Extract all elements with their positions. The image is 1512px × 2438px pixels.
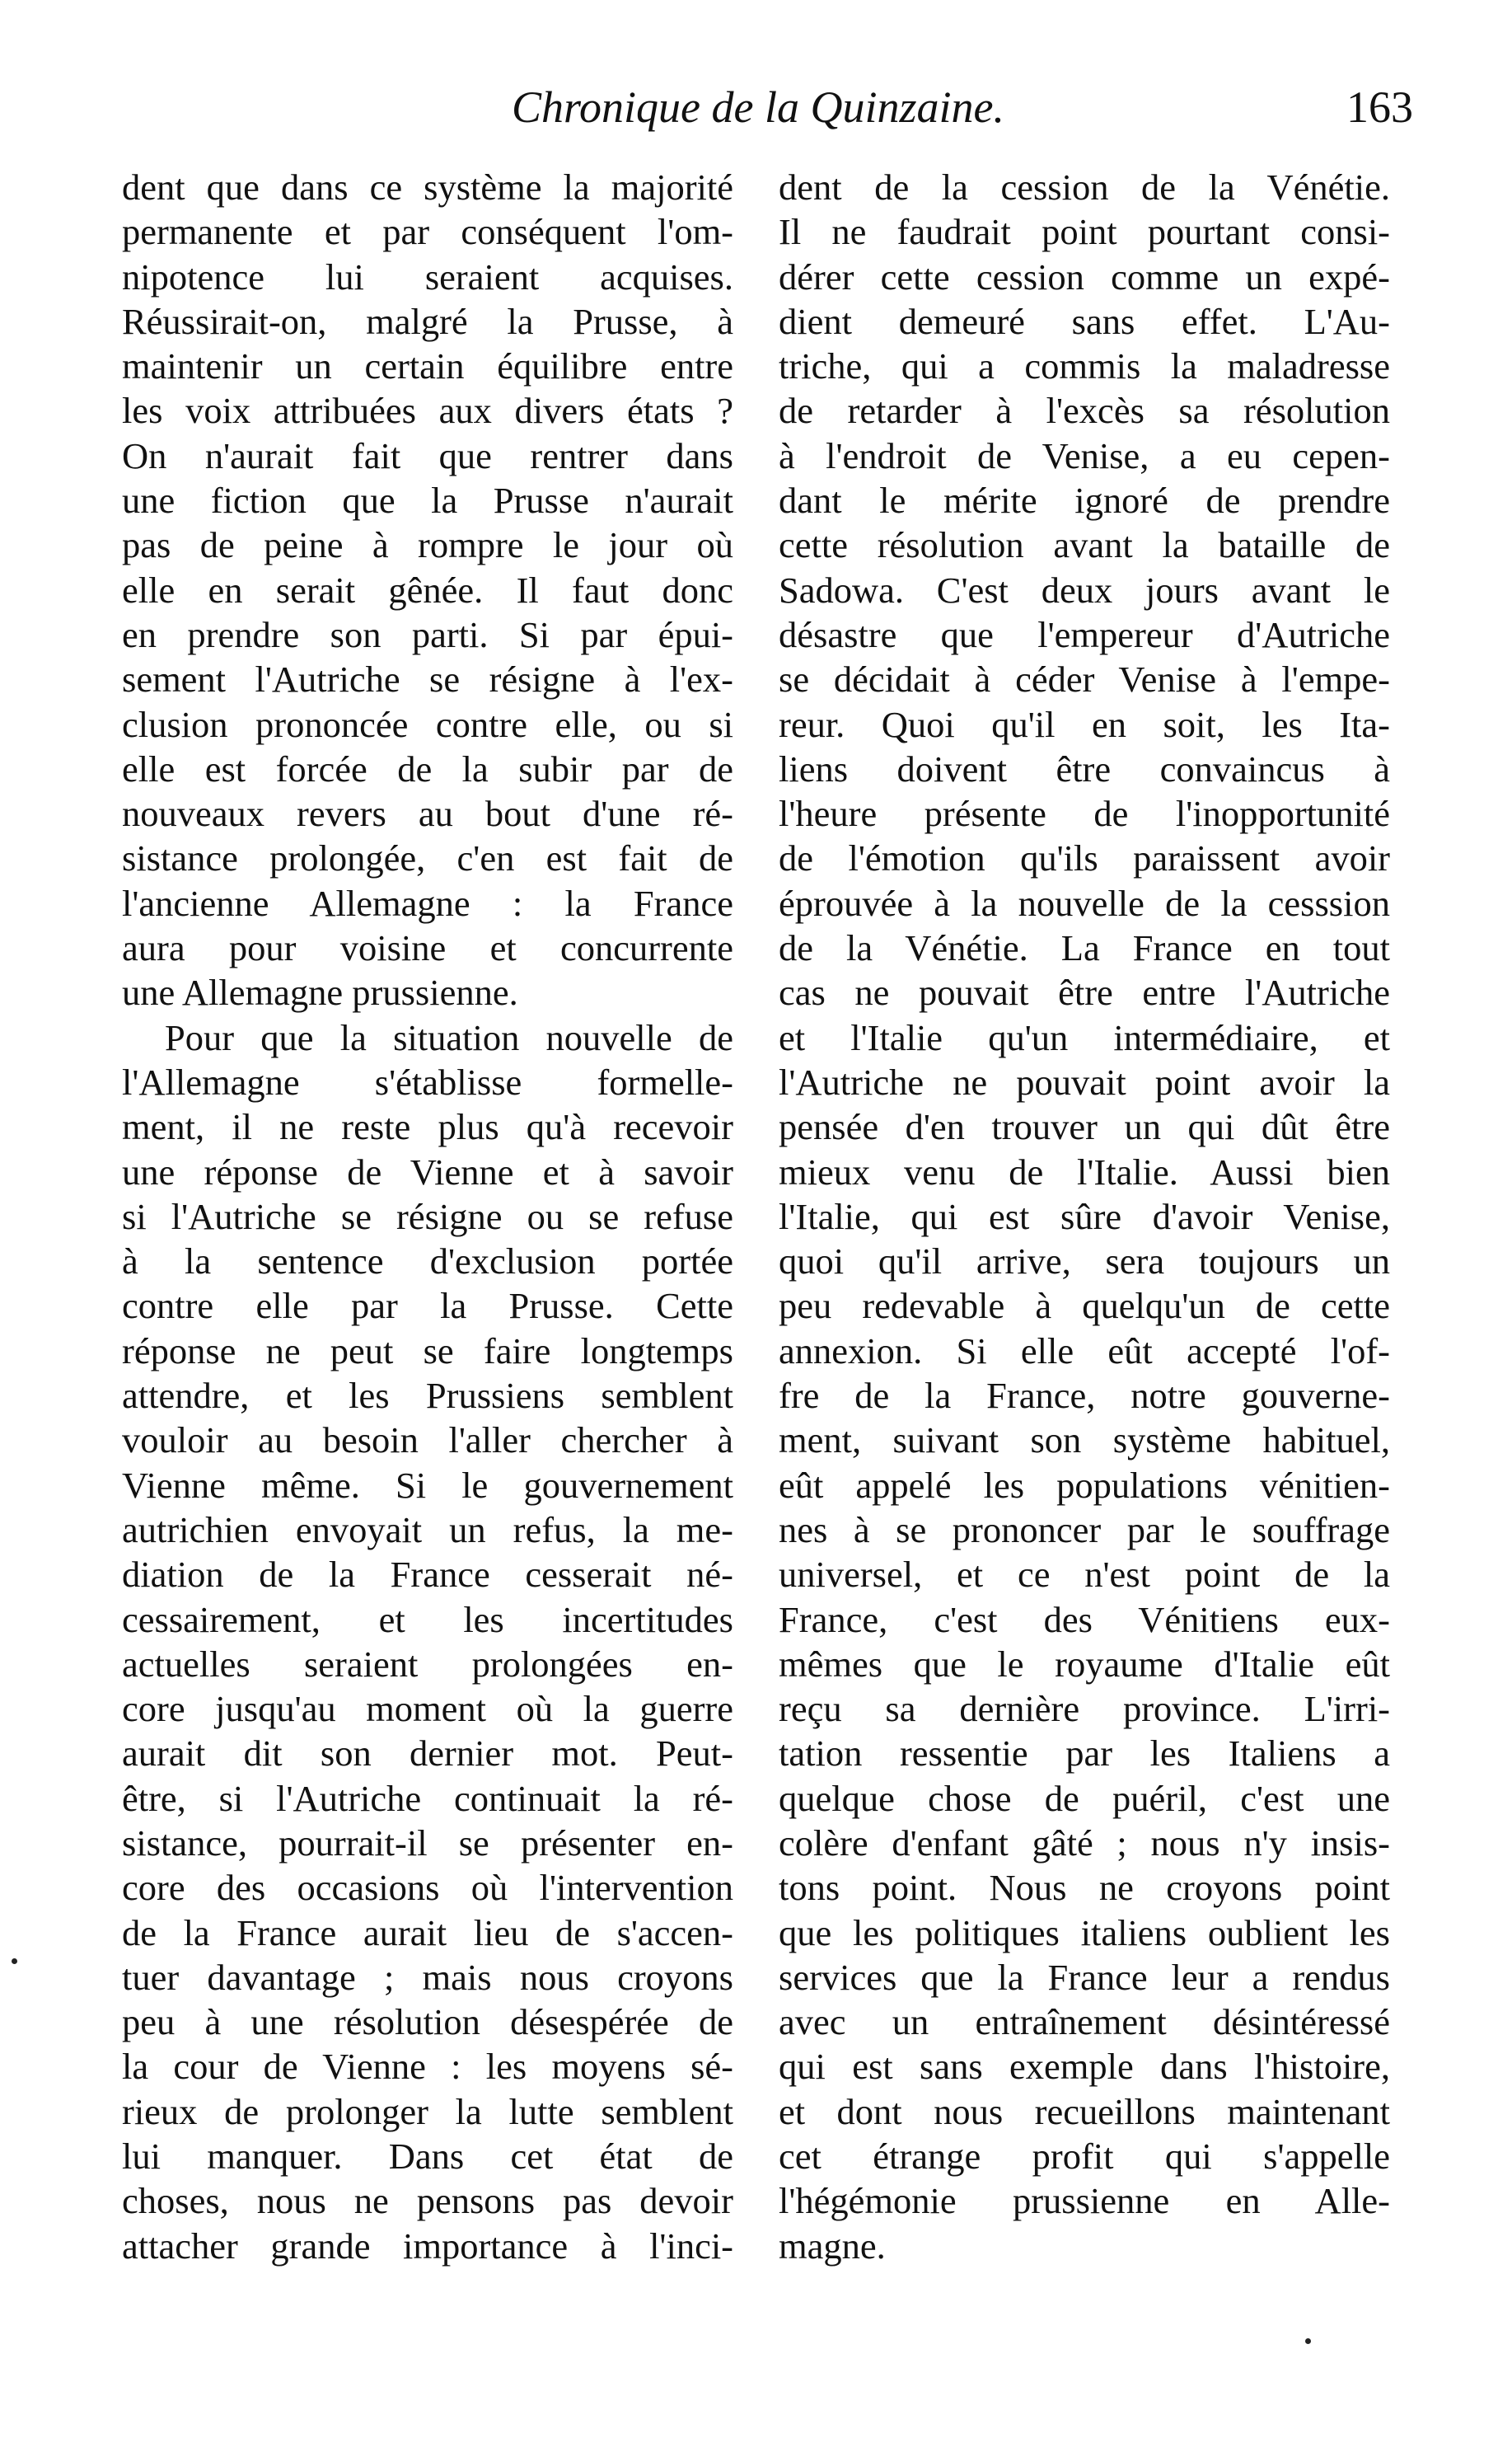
text-line: diation de la France cesserait né- — [122, 1554, 733, 1596]
text-line: permanente et par conséquent l'om- — [122, 211, 733, 253]
text-line: Pour que la situation nouvelle de — [165, 1016, 733, 1058]
text-line: quoi qu'il arrive, sera toujours un — [779, 1240, 1390, 1282]
text-line: dient demeuré sans effet. L'Au- — [779, 300, 1390, 342]
text-line: attendre, et les Prussiens semblent — [122, 1375, 733, 1417]
text-line: pensée d'en trouver un qui dût être — [779, 1106, 1390, 1148]
margin-mark — [12, 1958, 17, 1964]
text-line: sement l'Autriche se résigne à l'ex- — [122, 659, 733, 701]
text-line: tons point. Nous ne croyons point — [779, 1867, 1390, 1909]
page-number: 163 — [1346, 82, 1413, 132]
text-line: les voix attribuées aux divers états ? — [122, 390, 733, 432]
text-line: autrichien envoyait un refus, la me- — [122, 1508, 733, 1550]
text-line: Il ne faudrait point pourtant consi- — [779, 211, 1390, 253]
text-line: une réponse de Vienne et à savoir — [122, 1151, 733, 1193]
text-line: dent que dans ce système la majorité — [122, 166, 733, 208]
text-line: l'Allemagne s'établisse formelle- — [122, 1061, 733, 1103]
text-line: aura pour voisine et concurrente — [122, 927, 733, 969]
text-line: rieux de prolonger la lutte semblent — [122, 2090, 733, 2132]
text-line: services que la France leur a rendus — [779, 1956, 1390, 1998]
left-text-column — [122, 165, 733, 2268]
text-line: annexion. Si elle eût accepté l'of- — [779, 1329, 1390, 1371]
text-line: se décidait à céder Venise à l'empe- — [779, 659, 1390, 701]
text-line: actuelles seraient prolongées en- — [122, 1643, 733, 1685]
text-line: Réussirait-on, malgré la Prusse, à — [122, 300, 733, 342]
text-line: quelque chose de puéril, c'est une — [779, 1777, 1390, 1819]
text-line: en prendre son parti. Si par épui- — [122, 613, 733, 655]
text-line: elle en serait gênée. Il faut donc — [122, 569, 733, 611]
text-line: lui manquer. Dans cet état de — [122, 2136, 733, 2178]
text-line: réponse ne peut se faire longtemps — [122, 1329, 733, 1371]
text-line: l'ancienne Allemagne : la France — [122, 882, 733, 924]
text-line: qui est sans exemple dans l'histoire, — [779, 2046, 1390, 2088]
text-line: aurait dit son dernier mot. Peut- — [122, 1732, 733, 1775]
text-line: reur. Quoi qu'il en soit, les Ita- — [779, 703, 1390, 745]
text-line: fre de la France, notre gouverne- — [779, 1375, 1390, 1417]
text-line: si l'Autriche se résigne ou se refuse — [122, 1195, 733, 1237]
text-line: cette résolution avant la bataille de — [779, 524, 1390, 566]
running-title: Chronique de la Quinzaine. — [512, 82, 1004, 132]
right-text-column — [779, 165, 1390, 2268]
text-line: de la Vénétie. La France en tout — [779, 927, 1390, 969]
text-line: maintenir un certain équilibre entre — [122, 345, 733, 387]
text-line: dant le mérite ignoré de prendre — [779, 480, 1390, 522]
text-line: choses, nous ne pensons pas devoir — [122, 2180, 733, 2222]
text-line: contre elle par la Prusse. Cette — [122, 1285, 733, 1327]
text-line: l'Autriche ne pouvait point avoir la — [779, 1061, 1390, 1103]
text-line: nouveaux revers au bout d'une ré- — [122, 793, 733, 835]
text-line: l'Italie, qui est sûre d'avoir Venise, — [779, 1195, 1390, 1237]
text-line: eût appelé les populations vénitien- — [779, 1464, 1390, 1506]
text-line: France, c'est des Vénitiens eux- — [779, 1598, 1390, 1640]
text-line: la cour de Vienne : les moyens sé- — [122, 2046, 733, 2088]
text-line: mêmes que le royaume d'Italie eût — [779, 1643, 1390, 1685]
text-line: et dont nous recueillons maintenant — [779, 2090, 1390, 2132]
text-line: que les politiques italiens oublient les — [779, 1911, 1390, 1953]
text-line: une fiction que la Prusse n'aurait — [122, 480, 733, 522]
text-line: nes à se prononcer par le souffrage — [779, 1508, 1390, 1550]
text-line: de l'émotion qu'ils paraissent avoir — [779, 837, 1390, 879]
text-line: sistance prolongée, c'en est fait de — [122, 837, 733, 879]
text-line: de retarder à l'excès sa résolution — [779, 390, 1390, 432]
text-line: reçu sa dernière province. L'irri- — [779, 1688, 1390, 1730]
text-line: une Allemagne prussienne. — [122, 972, 518, 1014]
text-line: ment, suivant son système habituel, — [779, 1419, 1390, 1461]
text-line: tation ressentie par les Italiens a — [779, 1732, 1390, 1775]
text-line: Vienne même. Si le gouvernement — [122, 1464, 733, 1506]
text-line: colère d'enfant gâté ; nous n'y insis- — [779, 1821, 1390, 1864]
text-line: avec un entraînement désintéressé — [779, 2001, 1390, 2043]
text-line: mieux venu de l'Italie. Aussi bien — [779, 1151, 1390, 1193]
text-line: dérer cette cession comme un expé- — [779, 256, 1390, 298]
text-line: nipotence lui seraient acquises. — [122, 256, 733, 298]
text-line: peu à une résolution désespérée de — [122, 2001, 733, 2043]
text-line: à l'endroit de Venise, a eu cepen- — [779, 434, 1390, 476]
text-line: dent de la cession de la Vénétie. — [779, 166, 1390, 208]
text-line: clusion prononcée contre elle, ou si — [122, 703, 733, 745]
text-line: l'hégémonie prussienne en Alle- — [779, 2180, 1390, 2222]
text-line: core des occasions où l'intervention — [122, 1867, 733, 1909]
text-line: éprouvée à la nouvelle de la cesssion — [779, 882, 1390, 924]
text-line: cessairement, et les incertitudes — [122, 1598, 733, 1640]
text-line: ment, il ne reste plus qu'à recevoir — [122, 1106, 733, 1148]
text-line: de la France aurait lieu de s'accen- — [122, 1911, 733, 1953]
text-line: désastre que l'empereur d'Autriche — [779, 613, 1390, 655]
text-line: liens doivent être convaincus à — [779, 748, 1390, 790]
text-line: pas de peine à rompre le jour où — [122, 524, 733, 566]
text-line: peu redevable à quelqu'un de cette — [779, 1285, 1390, 1327]
text-line: Sadowa. C'est deux jours avant le — [779, 569, 1390, 611]
text-line: à la sentence d'exclusion portée — [122, 1240, 733, 1282]
text-line: attacher grande importance à l'inci- — [122, 2225, 733, 2267]
text-line: l'heure présente de l'inopportunité — [779, 793, 1390, 835]
text-line: core jusqu'au moment où la guerre — [122, 1688, 733, 1730]
margin-mark — [1305, 2338, 1311, 2344]
text-line: et l'Italie qu'un intermédiaire, et — [779, 1016, 1390, 1058]
text-line: On n'aurait fait que rentrer dans — [122, 434, 733, 476]
text-line: sistance, pourrait-il se présenter en- — [122, 1821, 733, 1864]
text-line: triche, qui a commis la maladresse — [779, 345, 1390, 387]
text-line: être, si l'Autriche continuait la ré- — [122, 1777, 733, 1819]
text-line: tuer davantage ; mais nous croyons — [122, 1956, 733, 1998]
text-line: cet étrange profit qui s'appelle — [779, 2136, 1390, 2178]
text-line: magne. — [779, 2225, 886, 2267]
text-line: elle est forcée de la subir par de — [122, 748, 733, 790]
text-line: vouloir au besoin l'aller chercher à — [122, 1419, 733, 1461]
text-line: cas ne pouvait être entre l'Autriche — [779, 972, 1390, 1014]
text-line: universel, et ce n'est point de la — [779, 1554, 1390, 1596]
